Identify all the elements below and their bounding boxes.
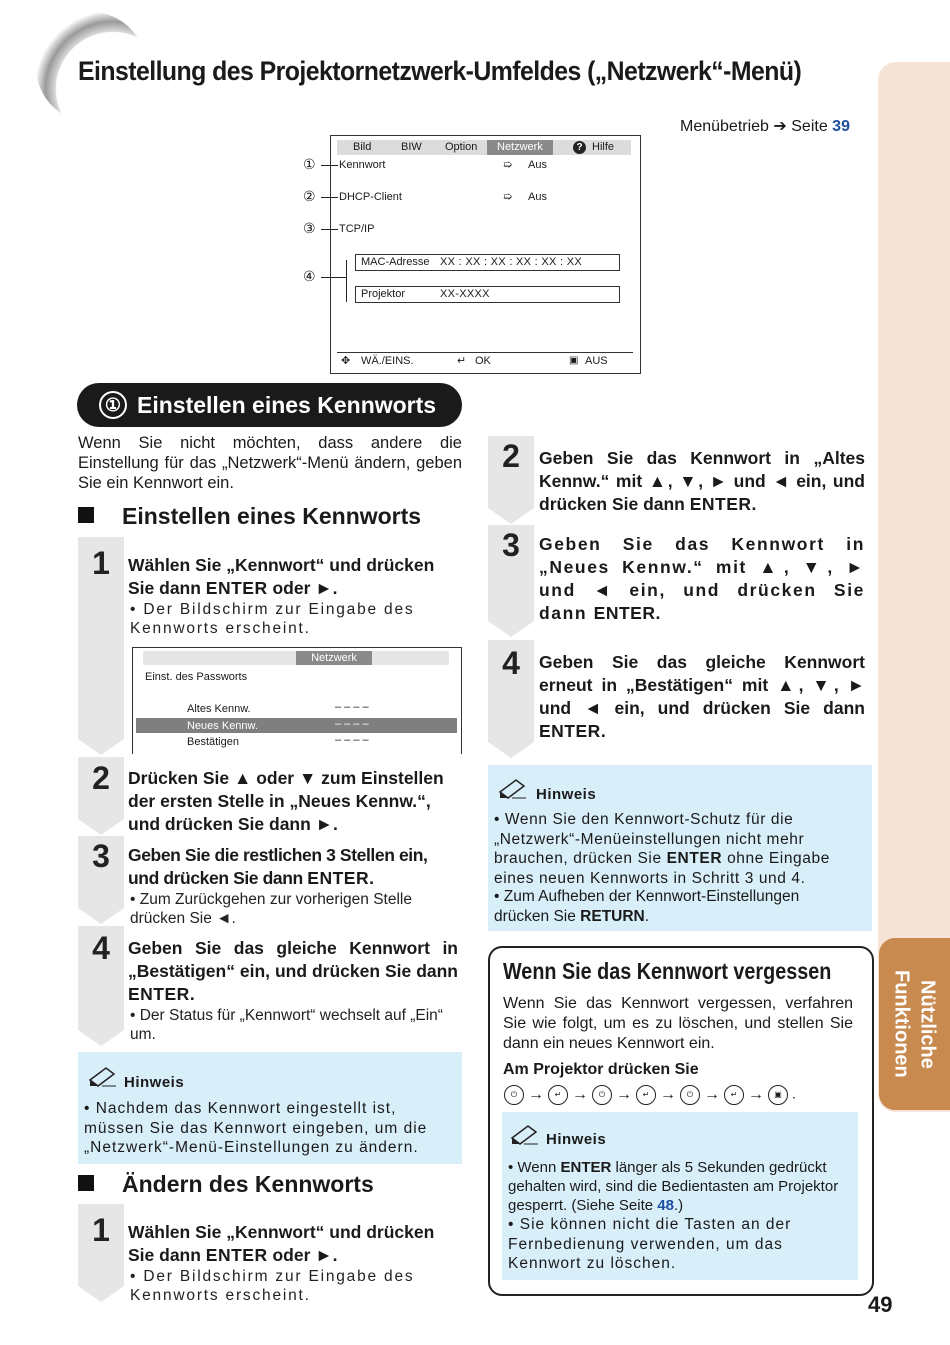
step-1-note: • Der Bildschirm zur Eingabe des Kennworts erscheint. <box>130 601 415 637</box>
forgot-hint-2: • Sie können nicht die Tasten an der Fernbedienung verwenden, um das Kennwort zu löschen. <box>508 1216 792 1272</box>
right-step-3-text <box>539 533 865 625</box>
square-bullet-icon <box>78 1175 94 1191</box>
callout-1: ① <box>303 156 316 172</box>
side-tab-label: Nützliche Funktionen <box>890 970 939 1078</box>
step-text-part: Wählen Sie „Kennwort“ und drücken Sie dann <box>128 555 435 598</box>
hint-text-part: • Zum Aufheben der Kennwort-Einstellungen drücken Sie <box>494 888 800 925</box>
change-step-1-note: • Der Bildschirm zur Eingabe des Kennworts erscheint. <box>130 1268 415 1304</box>
mac-address-box <box>355 254 620 271</box>
menu-row-kennwort-label[interactable]: Kennwort <box>339 159 386 171</box>
page-title: Einstellung des Projektornetzwerk-Umfeldes („Netzwerk“-Menü) <box>78 56 802 86</box>
arrow-icon: → <box>660 1086 676 1103</box>
enter-key: ENTER <box>666 850 723 867</box>
power-button-icon: ⏻ <box>592 1085 612 1105</box>
hint-text-part: ohne Eingabe eines neuen Kennworts in Schritt 3 und 4. <box>494 850 830 887</box>
pencil-note-icon <box>88 1066 118 1088</box>
pw-highlight <box>136 718 457 733</box>
enter-button-icon: ↵ <box>724 1085 744 1105</box>
menu-key-icon: ▣ <box>569 355 579 366</box>
callout-3: ③ <box>303 220 316 236</box>
arrow-icon: → <box>748 1086 764 1103</box>
pw-confirm-value: – – – – <box>335 734 369 746</box>
hint-text-part: • Wenn Sie den Kennwort-Schutz für die „Netzwerk“-Menüeinstellungen nicht mehr brauchen, drücken Sie <box>494 811 805 867</box>
menu-row-kennwort-value: Aus <box>528 159 547 171</box>
section-number: ① <box>99 391 127 419</box>
enter-button-icon: ↵ <box>548 1085 568 1105</box>
hint-item-1 <box>494 810 858 888</box>
subheading-text: Ändern des Kennworts <box>122 1171 374 1197</box>
page-number: 49 <box>868 1292 893 1317</box>
pencil-note-icon <box>510 1124 540 1146</box>
tab-option[interactable]: Option <box>445 141 478 153</box>
tab-netzwerk[interactable]: Netzwerk <box>487 140 553 155</box>
menu-reference-page-link[interactable]: 39 <box>832 118 850 135</box>
enter-key: ENTER <box>539 721 601 741</box>
step-text-part: oder ►. <box>267 1245 338 1265</box>
step-number: 1 <box>92 1212 110 1248</box>
tab-hilfe-label: Hilfe <box>592 141 615 153</box>
step-text-part: . <box>600 721 606 741</box>
projector-value: XX-XXXX <box>440 288 490 300</box>
enter-key: ENTER <box>593 603 656 623</box>
step-text-part: Geben Sie das Kennwort in „Altes Kennw.“ mit ▲, ▼, ► und ◄ ein, und drücken Sie dann <box>539 448 865 514</box>
pw-tab-netzwerk[interactable]: Netzwerk <box>296 651 372 665</box>
arrow-icon: → <box>528 1086 544 1103</box>
hint-title: Hinweis <box>546 1131 607 1148</box>
step-text-part: . <box>369 868 374 888</box>
section-title: Einstellen eines Kennworts <box>137 392 437 418</box>
enter-key: ENTER <box>205 1245 268 1265</box>
forgot-title: Wenn Sie das Kennwort vergessen <box>503 958 832 984</box>
mac-value: XX : XX : XX : XX : XX : XX <box>440 256 582 268</box>
forgot-hint-1 <box>508 1158 846 1215</box>
menu-row-dhcp-label[interactable]: DHCP-Client <box>339 191 402 203</box>
footer-exit: AUS <box>585 355 608 367</box>
step-text-part: Wählen Sie „Kennwort“ und drücken Sie dann <box>128 1222 435 1265</box>
hint-item-2 <box>494 887 858 926</box>
enter-key: ENTER <box>689 494 752 514</box>
menu-tab-bar <box>337 140 631 155</box>
step-text-part: oder ►. <box>267 578 338 598</box>
subheading-change-password <box>78 1171 374 1198</box>
step-text-part: Geben Sie das Kennwort in „Neues Kennw.“ mit ▲, ▼, ► und ◄ ein, und drücken Sie dann <box>539 534 865 623</box>
tab-biw[interactable]: BIW <box>401 141 422 153</box>
power-button-icon: ⏻ <box>680 1085 700 1105</box>
step-text-part: Geben Sie das gleiche Kennwort in „Bestätigen“ ein, und drücken Sie dann <box>128 938 458 981</box>
callout-line <box>321 229 338 230</box>
menu-reference-text: Menübetrieb ➔ Seite <box>680 118 828 135</box>
step-1-text <box>128 554 458 600</box>
side-tab-label-wrap <box>879 938 950 1110</box>
footer-select: WÄ./EINS. <box>361 355 414 367</box>
subheading-text: Einstellen eines Kennworts <box>122 503 422 529</box>
arrow-icon: → <box>572 1086 588 1103</box>
step-4-text <box>128 937 458 1006</box>
section-header <box>77 383 462 427</box>
hint-title: Hinweis <box>124 1074 185 1091</box>
forgot-subheading: Am Projektor drücken Sie <box>503 1061 699 1078</box>
pw-confirm-label[interactable]: Bestätigen <box>187 736 239 748</box>
pw-title: Einst. des Passworts <box>145 671 248 683</box>
step-2-text: Drücken Sie ▲ oder ▼ zum Einstellen der ersten Stelle in „Neues Kennw.“, und drücken Sie dann ►. <box>128 768 444 834</box>
projector-box <box>355 286 620 303</box>
pw-new-label[interactable]: Neues Kennw. <box>187 720 258 732</box>
menu-footer <box>337 352 633 369</box>
arrow-icon: → <box>704 1086 720 1103</box>
hint-text-part: länger als 5 Sekunden gedrückt gehalten wird, sind die Bedientasten am Projektor gesperrt. (Siehe Seite <box>508 1159 839 1214</box>
menu-button-icon: ▣ <box>768 1085 788 1105</box>
hint-text-part: .) <box>673 1197 684 1214</box>
step-3-note: • Zum Zurückgehen zur vorherigen Stelle drücken Sie ◄. <box>130 891 412 927</box>
move-icon: ✥ <box>341 355 351 367</box>
callout-2: ② <box>303 188 316 204</box>
menu-reference <box>680 116 850 136</box>
subheading-set-password <box>78 503 421 530</box>
step-number: 2 <box>502 438 520 474</box>
step-number: 1 <box>92 545 110 581</box>
callout-bracket <box>346 260 347 302</box>
help-icon: ? <box>573 141 586 154</box>
hint-text-part: . <box>644 907 650 925</box>
step-text-part: . <box>751 494 757 514</box>
mac-label: MAC-Adresse <box>361 256 430 268</box>
step-number: 3 <box>502 527 520 563</box>
hint-title: Hinweis <box>536 786 597 803</box>
enter-icon: ➯ <box>503 191 513 203</box>
enter-key: ENTER <box>128 984 190 1004</box>
hint-text-part: • Wenn <box>508 1159 561 1176</box>
enter-button-icon: ↵ <box>636 1085 656 1105</box>
step-text-part: . <box>189 984 195 1004</box>
callout-line <box>321 165 338 166</box>
footer-ok: OK <box>475 355 491 367</box>
change-step-1-text <box>128 1221 458 1267</box>
return-key: RETURN <box>580 907 645 925</box>
step-number: 3 <box>92 838 110 874</box>
step-number: 4 <box>502 645 520 681</box>
enter-key: ENTER <box>560 1159 612 1176</box>
password-screen <box>132 647 462 754</box>
power-button-icon: ⏻ <box>504 1085 524 1105</box>
pw-new-value: – – – – <box>335 718 369 730</box>
step-text-part: . <box>655 603 662 623</box>
pencil-note-icon <box>498 778 528 800</box>
callout-line <box>321 197 338 198</box>
step-number: 4 <box>92 930 110 966</box>
callout-4: ④ <box>303 268 316 284</box>
enter-key-icon: ↵ <box>457 355 467 367</box>
callout-line <box>321 277 346 278</box>
step-4-note: • Der Status für „Kennwort“ wechselt auf „Ein“ um. <box>130 1007 443 1043</box>
enter-key: ENTER <box>307 868 370 888</box>
forgot-text: Wenn Sie das Kennwort vergessen, verfahren Sie wie folgt, um es zu löschen, und stellen Sie dann ein neues Kennwort ein. <box>503 995 853 1052</box>
right-step-2-text <box>539 447 865 516</box>
step-text-part: Geben Sie die restlichen 3 Stellen ein, und drücken Sie dann <box>128 845 428 888</box>
projector-label: Projektor <box>361 288 406 300</box>
page-48-link[interactable]: 48 <box>657 1197 674 1214</box>
tab-bild[interactable]: Bild <box>353 141 372 153</box>
enter-key: ENTER <box>205 578 268 598</box>
pw-old-label[interactable]: Altes Kennw. <box>187 703 251 715</box>
section-intro: Wenn Sie nicht möchten, dass andere die Einstellung für das „Netzwerk“-Menü ändern, geben Sie ein Kennwort ein. <box>78 434 462 492</box>
button-sequence: ⏻ → ↵ → ⏻ → ↵ → ⏻ → ↵ → ▣ . <box>504 1085 796 1105</box>
step-text-part: Geben Sie das gleiche Kennwort erneut in „Bestätigen“ mit ▲, ▼, ► und ◄ ein, und drücken Sie dann <box>539 652 865 718</box>
network-menu-screen <box>330 135 641 374</box>
arrow-icon: → <box>616 1086 632 1103</box>
square-bullet-icon <box>78 507 94 523</box>
hint-text: • Nachdem das Kennwort eingestellt ist, müssen Sie das Kennwort eingeben, um die „Netzwerk“-Menü-Einstellungen zu ändern. <box>84 1100 428 1156</box>
step-3-text <box>128 844 458 890</box>
right-step-4-text <box>539 651 865 743</box>
tab-hilfe[interactable] <box>573 141 614 154</box>
menu-row-dhcp-value: Aus <box>528 191 547 203</box>
enter-icon: ➯ <box>503 159 513 171</box>
menu-row-tcpip-label[interactable]: TCP/IP <box>339 223 375 235</box>
step-number: 2 <box>92 760 110 796</box>
pw-old-value: – – – – <box>335 701 369 713</box>
